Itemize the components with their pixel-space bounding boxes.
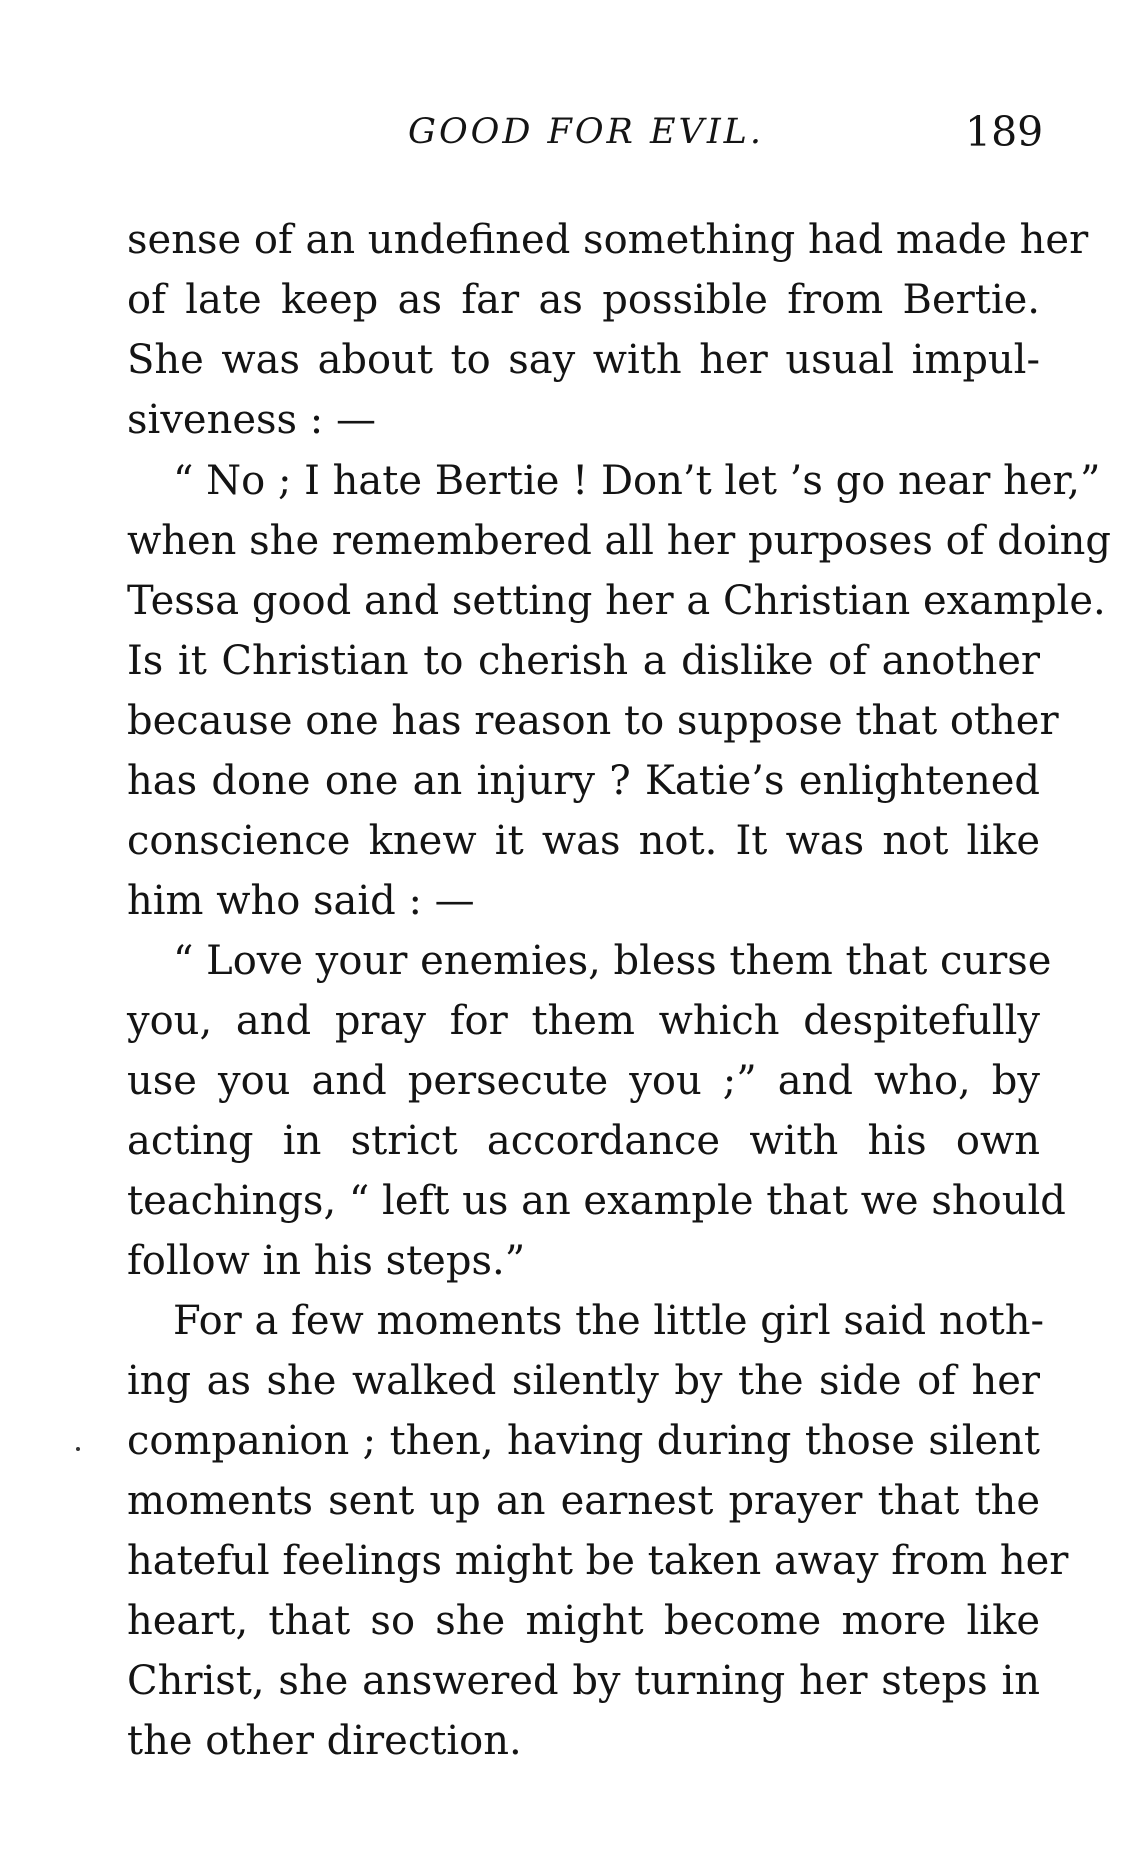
text-line: companion ; then, having during those silent [127,1418,1040,1464]
text-line: conscience knew it was not. It was not like [127,818,1040,864]
text-line: acting in strict accordance with his own [127,1118,1040,1164]
text-line: For a few moments the little girl said noth- [173,1298,1045,1344]
page-number: 189 [965,108,1044,156]
text-line: heart, that so she might become more like [127,1598,1040,1644]
text-line: “ Love your enemies, bless them that curse [173,938,1052,984]
text-line: when she remembered all her purposes of doing [127,518,1112,564]
text-line: teachings, “ left us an example that we should [127,1178,1066,1224]
text-line: She was about to say with her usual impul- [127,337,1040,383]
text-line: Tessa good and setting her a Christian example. [127,578,1106,624]
text-line: siveness : — [127,397,376,443]
text-line: the other direction. [127,1718,522,1764]
text-line: use you and persecute you ;” and who, by [127,1058,1040,1104]
running-title: GOOD FOR EVIL. [408,112,765,152]
text-line: Is it Christian to cherish a dislike of another [127,638,1040,684]
text-line: follow in his steps.” [127,1238,526,1284]
text-line: him who said : — [127,878,475,924]
text-line: because one has reason to suppose that other [127,698,1059,744]
text-line: has done one an injury ? Katie’s enlightened [127,758,1040,804]
text-line: Christ, she answered by turning her steps in [127,1658,1040,1704]
text-line: sense of an undefined something had made her [127,217,1089,263]
text-line: “ No ; I hate Bertie ! Don’t let ’s go near her,” [173,458,1101,504]
margin-speck [76,1447,80,1451]
text-line: ing as she walked silently by the side of her [127,1358,1040,1404]
text-line: hateful feelings might be taken away from her [127,1538,1069,1584]
text-line: you, and pray for them which despitefully [127,998,1040,1044]
text-line: moments sent up an earnest prayer that the [127,1478,1040,1524]
text-line: of late keep as far as possible from Bertie. [127,277,1040,323]
